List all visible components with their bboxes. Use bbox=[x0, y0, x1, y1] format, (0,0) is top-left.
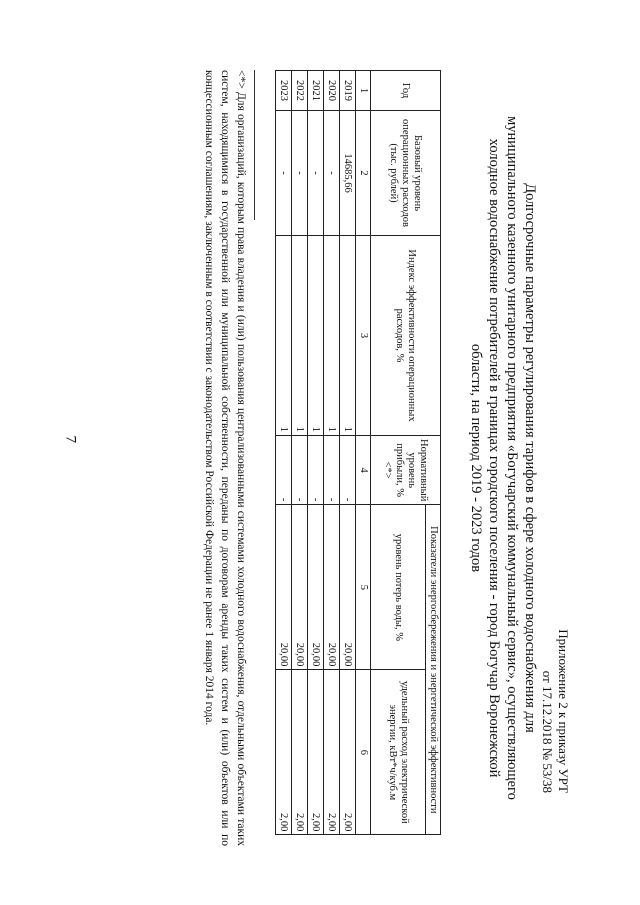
profit-cell: - bbox=[292, 436, 308, 505]
year-cell: 2022 bbox=[292, 71, 308, 111]
base-cell: - bbox=[276, 111, 292, 236]
index-cell: 2 bbox=[356, 111, 371, 236]
title-line-3: холодное водоснабжение потребителей в границах городского поселения - город Богучар Воронежской bbox=[486, 138, 502, 778]
water-loss-cell: 20,00 bbox=[340, 505, 356, 670]
efficiency-cell: 1 bbox=[324, 236, 340, 436]
approval-line-2: от 17.12.2018 № 53/38 bbox=[540, 670, 555, 793]
water-loss-cell: 20,00 bbox=[308, 505, 324, 670]
footnote: <*> Для организаций, которым права владения и (или) пользования централизованными системами холодного водоснабжения, отдельными объектами таких систем, находящимися в государственной или муниципальной собственности, переданы по договорам аренды таких систем и (или) объектов или по концессионным соглашениям, заключенным в соответствии с законодательством Российской Федерации не ранее 1 января 2014 года. bbox=[203, 70, 247, 846]
electricity-cell: 2,00 bbox=[292, 670, 308, 835]
water-loss-cell: 20,00 bbox=[276, 505, 292, 670]
profit-cell: - bbox=[308, 436, 324, 505]
document-sheet bbox=[161, 58, 571, 858]
title-line-4: области, на период 2019 - 2023 годов bbox=[468, 343, 484, 573]
index-cell: 1 bbox=[356, 71, 371, 111]
header-year: Год bbox=[371, 71, 441, 111]
table-row bbox=[276, 71, 292, 835]
approval-line-1: Приложение 2 к приказу УРТ bbox=[556, 629, 571, 793]
document-title bbox=[467, 58, 539, 858]
index-cell: 5 bbox=[356, 505, 371, 670]
electricity-cell: 2,00 bbox=[276, 670, 292, 835]
title-line-1: Долгосрочные параметры регулирования тарифов в сфере холодного водоснабжения для bbox=[522, 183, 538, 733]
index-cell: 3 bbox=[356, 236, 371, 436]
header-efficiency-index: Индекс эффективности операционных расходов, % bbox=[371, 236, 441, 436]
index-row bbox=[356, 71, 371, 835]
electricity-cell: 2,00 bbox=[308, 670, 324, 835]
electricity-cell: 2,00 bbox=[324, 670, 340, 835]
approval-block bbox=[539, 58, 571, 793]
index-cell: 6 bbox=[356, 670, 371, 835]
efficiency-cell: 1 bbox=[340, 236, 356, 436]
efficiency-cell: 1 bbox=[276, 236, 292, 436]
base-cell: 14685,66 bbox=[340, 111, 356, 236]
profit-cell: - bbox=[340, 436, 356, 505]
year-cell: 2023 bbox=[276, 71, 292, 111]
base-cell: - bbox=[308, 111, 324, 236]
header-water-loss: уровень потерь воды, % bbox=[371, 505, 426, 670]
water-loss-cell: 20,00 bbox=[324, 505, 340, 670]
base-cell: - bbox=[292, 111, 308, 236]
table-row bbox=[324, 71, 340, 835]
efficiency-cell: 1 bbox=[292, 236, 308, 436]
index-cell: 4 bbox=[356, 436, 371, 505]
profit-cell: - bbox=[324, 436, 340, 505]
header-electricity: удельный расход электрической энергии, кВт*ч/куб.м bbox=[371, 670, 426, 835]
table-row bbox=[292, 71, 308, 835]
table-row bbox=[308, 71, 324, 835]
efficiency-cell: 1 bbox=[308, 236, 324, 436]
year-cell: 2020 bbox=[324, 71, 340, 111]
electricity-cell: 2,00 bbox=[340, 670, 356, 835]
title-line-2: муниципального казенного унитарного предприятия «Богучарский коммунальный сервис», осуществляющего bbox=[504, 116, 520, 800]
header-energy-group: Показатели энергосбережения и энергетической эффективности bbox=[426, 505, 441, 835]
profit-cell: - bbox=[276, 436, 292, 505]
water-loss-cell: 20,00 bbox=[292, 505, 308, 670]
base-cell: - bbox=[324, 111, 340, 236]
table-row bbox=[340, 71, 356, 835]
year-cell: 2021 bbox=[308, 71, 324, 111]
year-cell: 2019 bbox=[340, 71, 356, 111]
footnote-separator bbox=[254, 70, 255, 220]
header-base-level: Базовый уровень операционных расходов (тыс. рублей) bbox=[371, 111, 441, 236]
parameters-table bbox=[275, 70, 441, 835]
page-number: 7 bbox=[62, 435, 79, 443]
header-profit-level: Нормативный уровень прибыли, % <*> bbox=[371, 436, 441, 505]
